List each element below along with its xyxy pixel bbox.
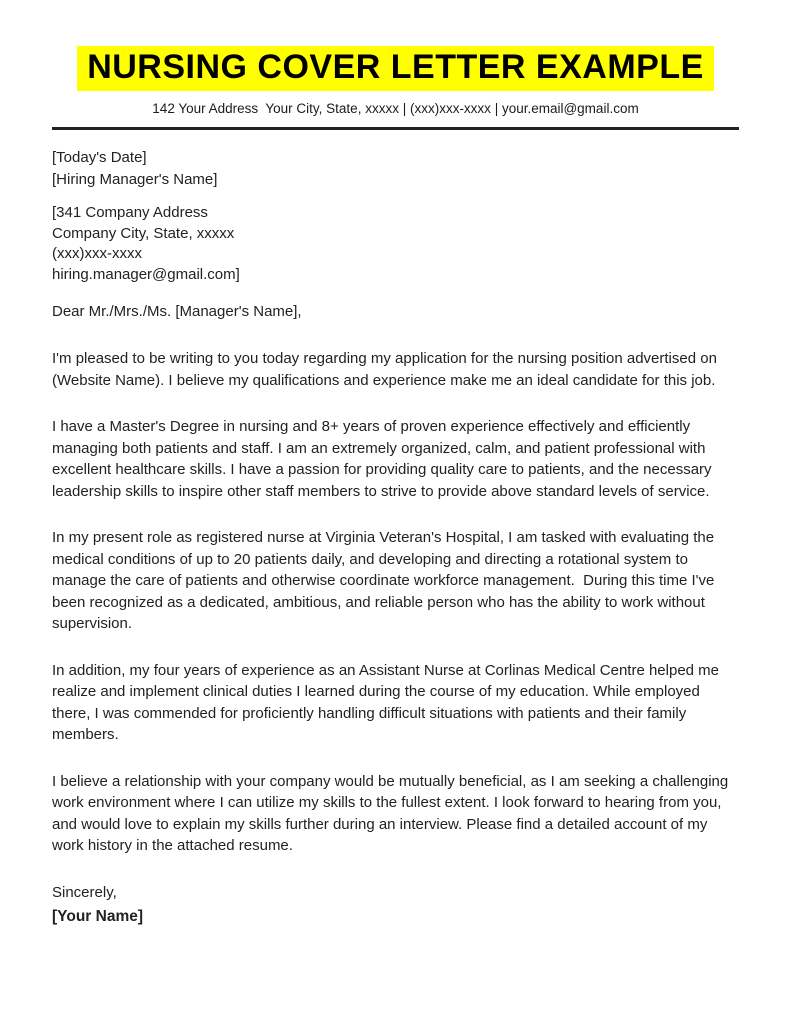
hiring-manager-placeholder: [Hiring Manager's Name] (52, 171, 218, 189)
paragraph-experience: In addition, my four years of experience as an Assistant Nurse at Corlinas Medical Centre helped me realize and implement clinical duties I learned during the course of my education. While employed there, I was commended for proficiently handling difficult situations with patients and their family members. (52, 661, 724, 744)
paragraph-current-role: In my present role as registered nurse at Virginia Veteran's Hospital, I am tasked with evaluating the medical conditions of up to 20 patients daily, and developing and directing a rotational system to manage the care of patients and otherwise coordinate workforce management. During this time I've been recognized as a dedicated, ambitious, and reliable person who has the ability to work without supervision. (52, 529, 719, 633)
paragraph-closing-pitch: I believe a relationship with your company would be mutually beneficial, as I am seeking a challenging work environment where I can utilize my skills to the fullest extent. I look forward to hearing from you, and would love to explain my skills further during an interview. Please find a detailed account of my work history in the attached resume. (52, 772, 733, 855)
company-city-line: Company City, State, xxxxx (52, 224, 235, 242)
letter-header (52, 46, 739, 130)
company-address-block (52, 203, 739, 285)
signature-placeholder: [Your Name] (52, 907, 144, 925)
company-phone-line: (xxx)xxx-xxxx (52, 245, 142, 263)
header-divider (52, 127, 739, 130)
todays-date-placeholder: [Today's Date] (52, 149, 147, 167)
closing-word: Sincerely, (52, 883, 117, 901)
date-block (52, 147, 739, 191)
page-title: NURSING COVER LETTER EXAMPLE (77, 46, 714, 91)
letter-body (52, 147, 739, 929)
company-email-line: hiring.manager@gmail.com] (52, 265, 240, 283)
salutation: Dear Mr./Mrs./Ms. [Manager's Name], (52, 303, 302, 321)
paragraph-qualifications: I have a Master's Degree in nursing and 8+ years of proven experience effectively and efficiently managing both patients and staff. I am an extremely organized, calm, and patient professional with excellent healthcare skills. I have a passion for providing quality care to patients, and the necessary leadership skills to inspire other staff members to strive to provide above standard levels of service. (52, 418, 716, 500)
paragraph-intro: I'm pleased to be writing to you today regarding my application for the nursing position advertised on (Website Name). I believe my qualifications and experience make me an ideal candidate for this job. (52, 350, 722, 389)
company-address-line: [341 Company Address (52, 204, 208, 222)
contact-info-line: 142 Your Address Your City, State, xxxxx | (xxx)xxx-xxxx | your.email@gmail.com (152, 101, 639, 117)
